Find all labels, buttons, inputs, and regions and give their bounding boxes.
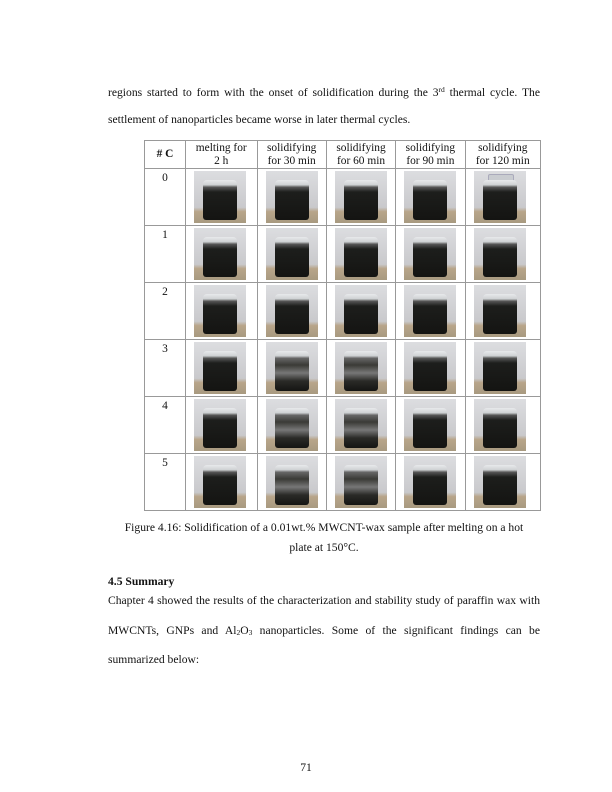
jar <box>203 237 237 277</box>
jar <box>275 351 309 391</box>
column-header-line: solidifying <box>478 142 528 154</box>
jar-photo <box>335 171 387 223</box>
jar <box>203 408 237 448</box>
body-text-line: regions started to form with the onset of solidification during the 3rd thermal cycle. The <box>108 85 540 99</box>
column-header <box>186 141 258 169</box>
photo-cell <box>396 397 465 454</box>
jar <box>483 465 517 505</box>
jar <box>483 294 517 334</box>
jar <box>275 180 309 220</box>
jar-photo <box>474 399 526 451</box>
jar-photo <box>335 399 387 451</box>
jar <box>203 294 237 334</box>
photo-cell <box>396 454 465 511</box>
column-header-line: 2 h <box>214 154 229 167</box>
column-header-line: solidifying <box>405 142 456 154</box>
photo-cell <box>186 169 258 226</box>
jar <box>344 294 378 334</box>
jar <box>275 237 309 277</box>
body-text-line: Chapter 4 showed the results of the characterization and stability study of paraffin wax with <box>108 594 540 607</box>
jar <box>344 237 378 277</box>
photo-cell <box>326 397 395 454</box>
jar <box>344 465 378 505</box>
photo-cell <box>257 169 326 226</box>
photo-cell <box>465 226 540 283</box>
cycle-number: 5 <box>145 454 186 511</box>
jar <box>275 294 309 334</box>
photo-cell <box>326 226 395 283</box>
jar <box>413 237 447 277</box>
jar-photo <box>474 285 526 337</box>
cycle-number: 4 <box>145 397 186 454</box>
jar-photo <box>404 399 456 451</box>
solidification-figure-table <box>144 140 541 511</box>
jar-photo <box>404 342 456 394</box>
column-header-line: # C <box>156 148 174 161</box>
photo-cell <box>326 283 395 340</box>
jar-photo <box>474 456 526 508</box>
jar-photo <box>194 342 246 394</box>
photo-cell <box>186 226 258 283</box>
jar <box>413 465 447 505</box>
column-header-line: for 90 min <box>406 154 455 167</box>
photo-cell <box>396 169 465 226</box>
photo-cell <box>465 169 540 226</box>
jar-photo <box>266 285 318 337</box>
column-header <box>145 141 186 169</box>
column-header-line: for 120 min <box>475 154 530 167</box>
jar <box>344 351 378 391</box>
jar <box>483 408 517 448</box>
jar-photo <box>404 456 456 508</box>
jar-photo <box>194 285 246 337</box>
jar <box>344 408 378 448</box>
jar <box>413 180 447 220</box>
column-header-line: melting for <box>195 142 247 154</box>
jar <box>483 180 517 220</box>
body-text-line: settlement of nanoparticles became worse in later thermal cycles. <box>108 113 411 126</box>
figure-caption-cont: plate at 150°C. <box>289 541 359 554</box>
page-number: 71 <box>300 761 312 774</box>
jar <box>483 237 517 277</box>
jar <box>275 408 309 448</box>
cycle-number: 2 <box>145 283 186 340</box>
jar-photo <box>266 171 318 223</box>
cycle-number: 3 <box>145 340 186 397</box>
jar <box>203 351 237 391</box>
jar-photo <box>194 399 246 451</box>
column-header <box>257 141 326 169</box>
jar <box>203 465 237 505</box>
photo-cell <box>465 340 540 397</box>
photo-cell <box>257 340 326 397</box>
figure-caption: Figure 4.16: Solidification of a 0.01wt.% MWCNT-wax sample after melting on a hot <box>124 521 524 534</box>
jar <box>344 180 378 220</box>
jar-photo <box>404 171 456 223</box>
cycle-number: 0 <box>145 169 186 226</box>
column-header <box>396 141 465 169</box>
photo-cell <box>396 283 465 340</box>
jar-photo <box>474 342 526 394</box>
jar-photo <box>266 228 318 280</box>
jar <box>413 351 447 391</box>
photo-cell <box>257 454 326 511</box>
photo-cell <box>326 340 395 397</box>
photo-cell <box>396 340 465 397</box>
photo-cell <box>326 454 395 511</box>
photo-cell <box>257 283 326 340</box>
photo-cell <box>465 454 540 511</box>
jar <box>413 408 447 448</box>
photo-cell <box>396 226 465 283</box>
column-header-line: solidifying <box>266 142 317 154</box>
photo-cell <box>465 397 540 454</box>
jar-photo <box>335 342 387 394</box>
column-header <box>326 141 395 169</box>
jar-photo <box>266 342 318 394</box>
table-row <box>145 454 541 511</box>
column-header-line: solidifying <box>336 142 386 154</box>
photo-cell <box>257 226 326 283</box>
jar-photo <box>194 171 246 223</box>
jar-photo <box>404 285 456 337</box>
section-heading: 4.5 Summary <box>108 575 175 588</box>
table-row <box>145 169 541 226</box>
photo-cell <box>257 397 326 454</box>
jar-photo <box>474 171 526 223</box>
body-text-line: summarized below: <box>108 653 200 666</box>
photo-cell <box>465 283 540 340</box>
photo-cell <box>186 454 258 511</box>
jar <box>275 465 309 505</box>
jar-photo <box>474 228 526 280</box>
table-row <box>145 397 541 454</box>
photo-cell <box>326 169 395 226</box>
jar-photo <box>266 399 318 451</box>
jar-photo <box>335 228 387 280</box>
column-header-line: for 60 min <box>336 154 386 167</box>
table-row <box>145 226 541 283</box>
jar-photo <box>335 456 387 508</box>
photo-cell <box>186 397 258 454</box>
photo-cell <box>186 283 258 340</box>
jar <box>483 351 517 391</box>
table-row <box>145 340 541 397</box>
photo-cell <box>186 340 258 397</box>
body-text-line: MWCNTs, GNPs and $Al_2O_3$ nanoparticles. Some of the significant findings can be <box>108 624 540 637</box>
table-row <box>145 283 541 340</box>
jar-photo <box>266 456 318 508</box>
column-header <box>465 141 540 169</box>
jar-photo <box>194 228 246 280</box>
jar-photo <box>335 285 387 337</box>
cycle-number: 1 <box>145 226 186 283</box>
jar <box>203 180 237 220</box>
jar-photo <box>404 228 456 280</box>
jar-photo <box>194 456 246 508</box>
jar <box>413 294 447 334</box>
column-header-line: for 30 min <box>267 154 316 167</box>
